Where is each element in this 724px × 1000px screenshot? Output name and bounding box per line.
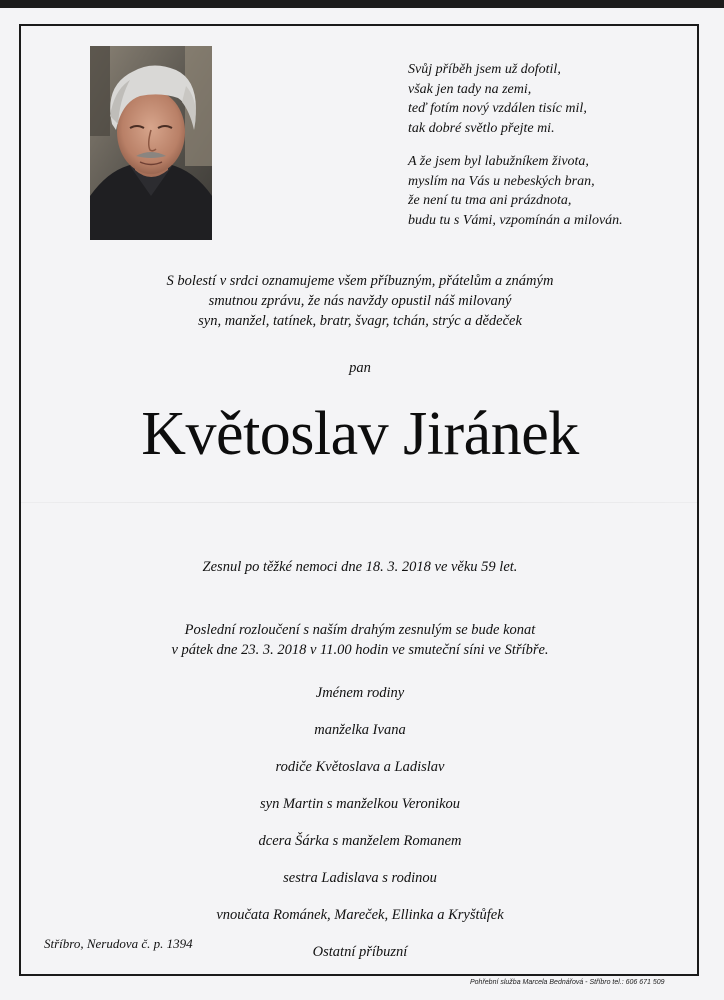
portrait-illustration (90, 46, 212, 240)
farewell-line: v pátek dne 23. 3. 2018 v 11.00 hodin ve smuteční síni ve Stříbře. (171, 642, 549, 658)
family-line: sestra Ladislava s rodinou (283, 870, 437, 886)
family-list (60, 683, 660, 979)
death-notice (60, 557, 660, 577)
family-line: syn Martin s manželkou Veronikou (259, 796, 461, 812)
announcement-line: syn, manžel, tatínek, bratr, švagr, tchán, strýc a dědeček (198, 313, 522, 329)
title-word (60, 358, 660, 378)
poem-line: myslím na Vás u nebeských bran, (408, 173, 595, 189)
address: Stříbro, Nerudova č. p. 1394 (44, 936, 193, 951)
title-word-text: pan (349, 360, 371, 376)
family-line: Jménem rodiny (315, 685, 405, 701)
poem-stanza-1 (408, 60, 698, 138)
fold-line (19, 502, 699, 503)
funeral-service-footer: Pohřební služba Marcela Bednářová - Stříbro tel.: 606 671 509 (470, 979, 665, 986)
poem-line: A že jsem byl labužníkem života, (408, 154, 589, 169)
poem-line: však jen tady na zemi, (408, 81, 532, 97)
family-line: dcera Šárka s manželem Romanem (258, 833, 462, 849)
poem-line: Svůj příběh jsem už dofotil, (408, 62, 561, 77)
deceased-name: Květoslav Jiránek (141, 400, 579, 468)
poem-line: budu tu s Vámi, vzpomínán a milován. (408, 212, 623, 228)
poem-line: že není tu tma ani prázdnota, (408, 193, 572, 208)
poem-line: teď fotím nový vzdálen tisíc mil, (408, 101, 587, 116)
family-line: vnoučata Románek, Mareček, Ellinka a Kryštůfek (216, 907, 504, 923)
poem-line: tak dobré světlo přejte mi. (408, 120, 555, 136)
farewell-notice (60, 620, 660, 660)
portrait-photo (90, 46, 212, 240)
poem-stanza-2 (408, 152, 698, 230)
announcement-line: S bolestí v srdci oznamujeme všem příbuzným, přátelům a známým (166, 273, 554, 289)
announcement (60, 271, 660, 331)
family-line: manželka Ivana (314, 722, 406, 738)
top-edge (0, 0, 724, 8)
family-line: rodiče Květoslava a Ladislav (275, 759, 445, 775)
poem (408, 60, 698, 244)
family-line: Ostatní příbuzní (312, 944, 408, 960)
announcement-line: smutnou zprávu, že nás navždy opustil náš milovaný (208, 293, 512, 309)
farewell-line: Poslední rozloučení s naším drahým zesnulým se bude konat (184, 622, 536, 638)
death-notice-text: Zesnul po těžké nemoci dne 18. 3. 2018 ve věku 59 let. (202, 559, 518, 575)
